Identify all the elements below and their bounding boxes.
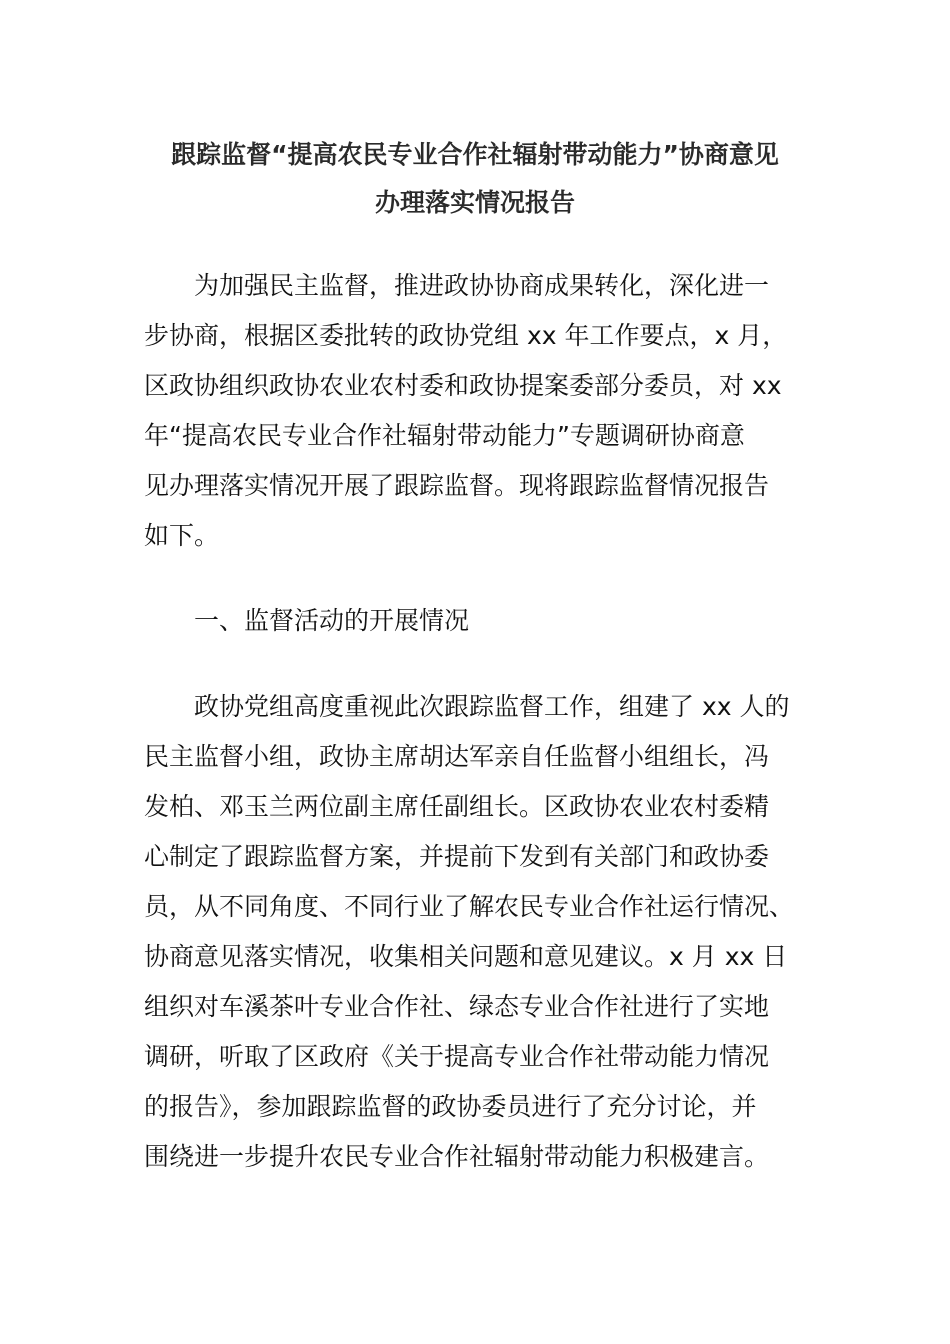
paragraph-1-line-4: 年“提高农民专业合作社辐射带动能力”专题调研协商意 [144,421,745,450]
document-title-line-1: 跟踪监督“提高农民专业合作社辐射带动能力”协商意见 [171,140,779,169]
document-title-line-2: 办理落实情况报告 [374,188,575,217]
paragraph-2-line-6: 协商意见落实情况，收集相关问题和意见建议。x 月 xx 日 [144,942,788,971]
paragraph-2-line-2: 民主监督小组，政协主席胡达军亲自任监督小组组长，冯 [144,742,770,771]
paragraph-2-line-5: 员，从不同角度、不同行业了解农民专业合作社运行情况、 [144,892,795,921]
paragraph-2-line-3: 发柏、邓玉兰两位副主席任副组长。区政协农业农村委精 [144,792,770,821]
paragraph-1-line-3: 区政协组织政协农业农村委和政协提案委部分委员，对 xx [144,371,782,400]
paragraph-1-line-6: 如下。 [144,521,220,550]
paragraph-2-line-7: 组织对车溪茶叶专业合作社、绿态专业合作社进行了实地 [144,992,770,1021]
paragraph-1-line-5: 见办理落实情况开展了跟踪监督。现将跟踪监督情况报告 [144,471,770,500]
paragraph-2-line-9: 的报告》，参加跟踪监督的政协委员进行了充分讨论，并 [144,1092,757,1121]
paragraph-2-line-8: 调研，听取了区政府《关于提高专业合作社带动能力情况 [144,1042,770,1071]
paragraph-2-line-4: 心制定了跟踪监督方案，并提前下发到有关部门和政协委 [144,842,770,871]
paragraph-1-line-1: 为加强民主监督，推进政协协商成果转化，深化进一 [194,271,770,300]
section-heading: 一、监督活动的开展情况 [194,606,470,635]
paragraph-1-line-2: 步协商，根据区委批转的政协党组 xx 年工作要点，x 月， [144,321,788,350]
paragraph-2-line-1: 政协党组高度重视此次跟踪监督工作，组建了 xx 人的 [194,692,790,721]
paragraph-2-line-10: 围绕进一步提升农民专业合作社辐射带动能力积极建言。 [144,1142,770,1171]
